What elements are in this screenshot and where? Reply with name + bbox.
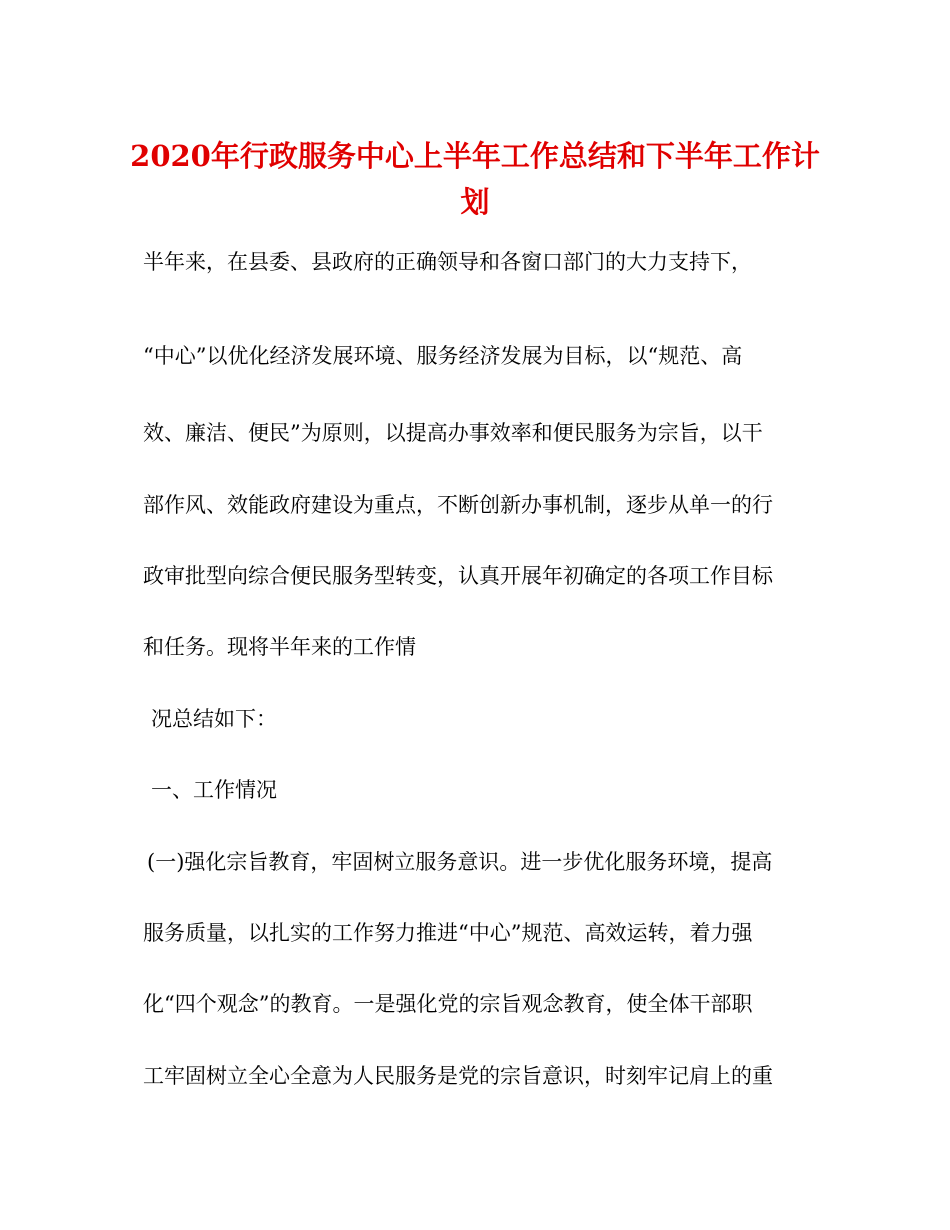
body-line-5: 政审批型向综合便民服务型转变，认真开展年初确定的各项工作目标	[143, 564, 773, 588]
body-line-10: 服务质量，以扎实的工作努力推进“中心”规范、高效运转，着力强	[143, 921, 753, 945]
body-line-2: “中心”以优化经济发展环境、服务经济发展为目标，以“规范、高	[143, 344, 743, 368]
body-line-7: 况总结如下：	[151, 707, 277, 731]
body-line-3: 效、廉洁、便民”为原则，以提高办事效率和便民服务为宗旨，以干	[143, 421, 763, 445]
body-line-11: 化“四个观念”的教育。一是强化党的宗旨观念教育，使全体干部职	[143, 992, 753, 1016]
document-title-line-2: 划	[460, 185, 490, 219]
body-line-1: 半年来，在县委、县政府的正确领导和各窗口部门的大力支持下，	[143, 250, 752, 274]
section-heading: 一、工作情况	[151, 778, 277, 802]
body-line-4: 部作风、效能政府建设为重点，不断创新办事机制，逐步从单一的行	[143, 493, 773, 517]
body-line-6: 和任务。现将半年来的工作情	[143, 635, 416, 659]
body-line-12: 工牢固树立全心全意为人民服务是党的宗旨意识，时刻牢记肩上的重	[143, 1064, 773, 1088]
subsection-line-1: (一)强化宗旨教育，牢固树立服务意识。进一步优化服务环境，提高	[147, 850, 773, 874]
document-title-line-1: 2020年行政服务中心上半年工作总结和下半年工作计	[130, 139, 820, 173]
